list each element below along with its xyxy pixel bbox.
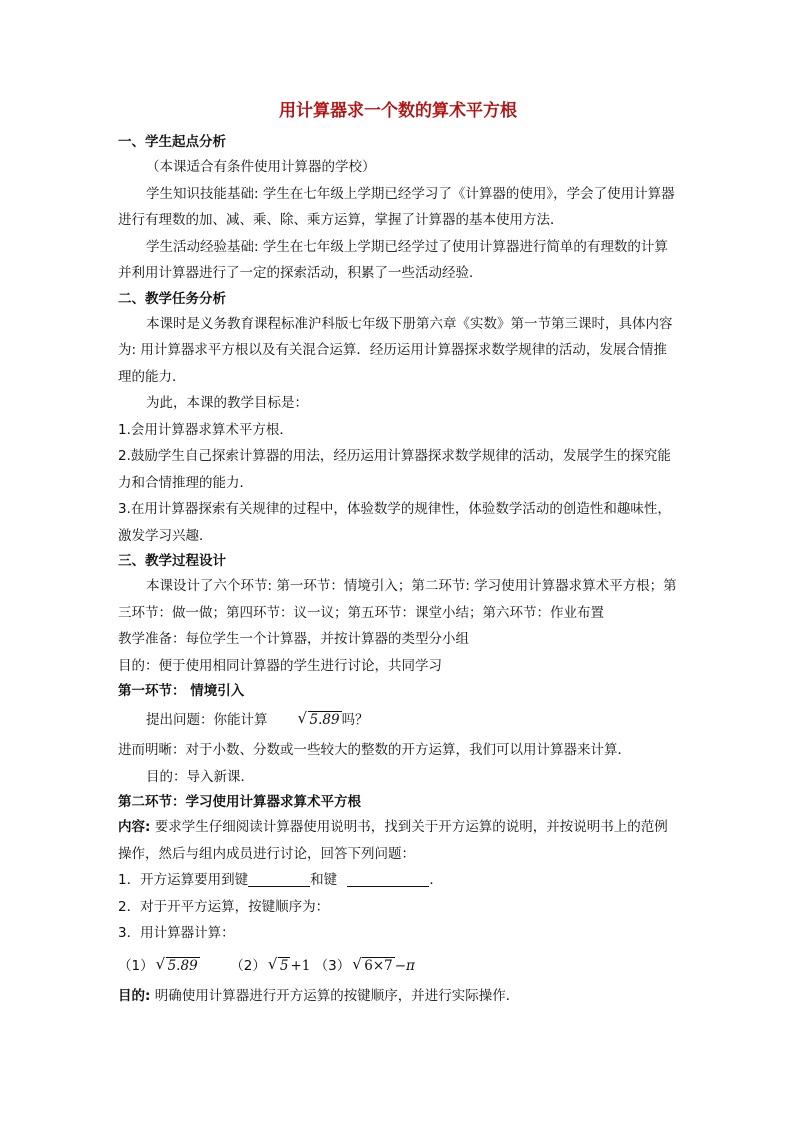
goal-item: 3.在用计算器探索有关规律的过程中，体验数学的规律性，体验数学活动的创造性和趣味性，激发学习兴趣． [118, 501, 671, 544]
question-suffix: 吗？ [341, 712, 369, 728]
calc-items [118, 949, 678, 983]
calc-3-tail: −π [394, 957, 415, 974]
section2-paragraph: 本课时是义务教育课程标准沪科版七年级下册第六章《实数》第一节第三课时，具体内容为: 用计算器求平方根以及有关混合运算．经历运用计算器探求数学规律的活动，发展合情推理的能力． [118, 315, 673, 385]
document-page [118, 100, 678, 1009]
step1-purpose: 目的：导入新课． [146, 768, 254, 785]
section-heading-3: 三、教学过程设计 [118, 553, 226, 569]
section1-paragraph: 学生知识技能基础: 学生在七年级上学期已经学习了《计算器的使用》，学会了使用计算器进行有理数的加、减、乘、除、乘方运算，掌握了计算器的基本使用方法． [118, 185, 675, 228]
question-2: 2．对于开平方运算，按键顺序为： [118, 898, 330, 915]
question-1-middle: 和键 [310, 872, 338, 888]
sqrt-expression [156, 949, 200, 983]
section3-paragraph: 教学准备：每位学生一个计算器，并按计算器的类型分小组 [118, 631, 469, 647]
radical-sign-icon: √ [352, 954, 362, 973]
question-1 [118, 867, 678, 894]
calc-3-label: （3） [314, 957, 351, 974]
radical-sign-icon: √ [297, 709, 308, 727]
question-1-end: ． [429, 872, 443, 888]
step2-purpose [118, 983, 678, 1010]
section-heading-2: 二、教学任务分析 [118, 290, 226, 307]
step1-heading: 第一环节： 情境引入 [118, 683, 245, 699]
answer-blank[interactable] [248, 872, 310, 887]
section-heading-1: 一、学生起点分析 [118, 134, 226, 150]
radicand: 6×7 [364, 957, 393, 974]
step2-content [118, 814, 678, 867]
radicand: 5.89 [309, 712, 340, 728]
content-text: 要求学生仔细阅读计算器使用说明书，找到关于开方运算的说明，并按说明书上的范例操作，然后与组内成员进行讨论，回答下列问题： [118, 819, 668, 862]
section1-note: （本课适合有条件使用计算器的学校） [146, 159, 376, 175]
sqrt-expression [268, 949, 291, 983]
radical-sign-icon: √ [155, 954, 166, 973]
step1-question [118, 703, 678, 737]
radicand: 5 [279, 957, 289, 974]
question-prefix: 提出问题：你能计算 [146, 712, 268, 728]
goal-item: 1.会用计算器求算术平方根． [118, 421, 293, 438]
answer-blank[interactable] [347, 872, 429, 887]
purpose-label: 目的: [118, 987, 151, 1004]
calc-2-tail: +1 [290, 957, 311, 974]
radicand: 5.89 [167, 957, 198, 974]
step2-heading: 第二环节：学习使用计算器求算术平方根 [118, 794, 361, 810]
calc-1-label: （1） [118, 957, 154, 974]
content-label: 内容: [118, 819, 151, 835]
sqrt-expression [352, 949, 395, 983]
question-1-prefix: 1．开方运算要用到键 [118, 872, 249, 888]
radical-sign-icon: √ [267, 954, 278, 973]
section3-paragraph: 本课设计了六个环节: 第一环节：情境引入；第二环节: 学习使用计算器求算术平方根；第三环节：做一做；第四环节：议一议；第五环节：课堂小结；第六环节：作业布置 [118, 578, 677, 621]
section3-paragraph: 目的：便于使用相同计算器的学生进行讨论，共同学习 [118, 657, 442, 674]
document-title: 用计算器求一个数的算术平方根 [279, 101, 517, 121]
section1-paragraph: 学生活动经验基础: 学生在七年级上学期已经学过了使用计算器进行简单的有理数的计算并利用计算器进行了一定的探索活动，积累了一些活动经验． [118, 238, 668, 281]
goal-item: 2.鼓励学生自己探索计算器的用法，经历运用计算器探求数学规律的活动，发展学生的探究能力和合情推理的能力． [118, 448, 671, 491]
calc-2-label: （2） [230, 957, 266, 974]
sqrt-expression [270, 703, 342, 737]
step1-clarify: 进而明晰：对于小数、分数或一些较大的整数的开方运算，我们可以用计算器来计算． [118, 742, 631, 758]
question-3: 3．用计算器计算： [118, 925, 235, 941]
section2-paragraph: 为此，本课的教学目标是： [146, 395, 308, 411]
purpose-text: 明确使用计算器进行开方运算的按键顺序，并进行实际操作． [150, 987, 520, 1004]
